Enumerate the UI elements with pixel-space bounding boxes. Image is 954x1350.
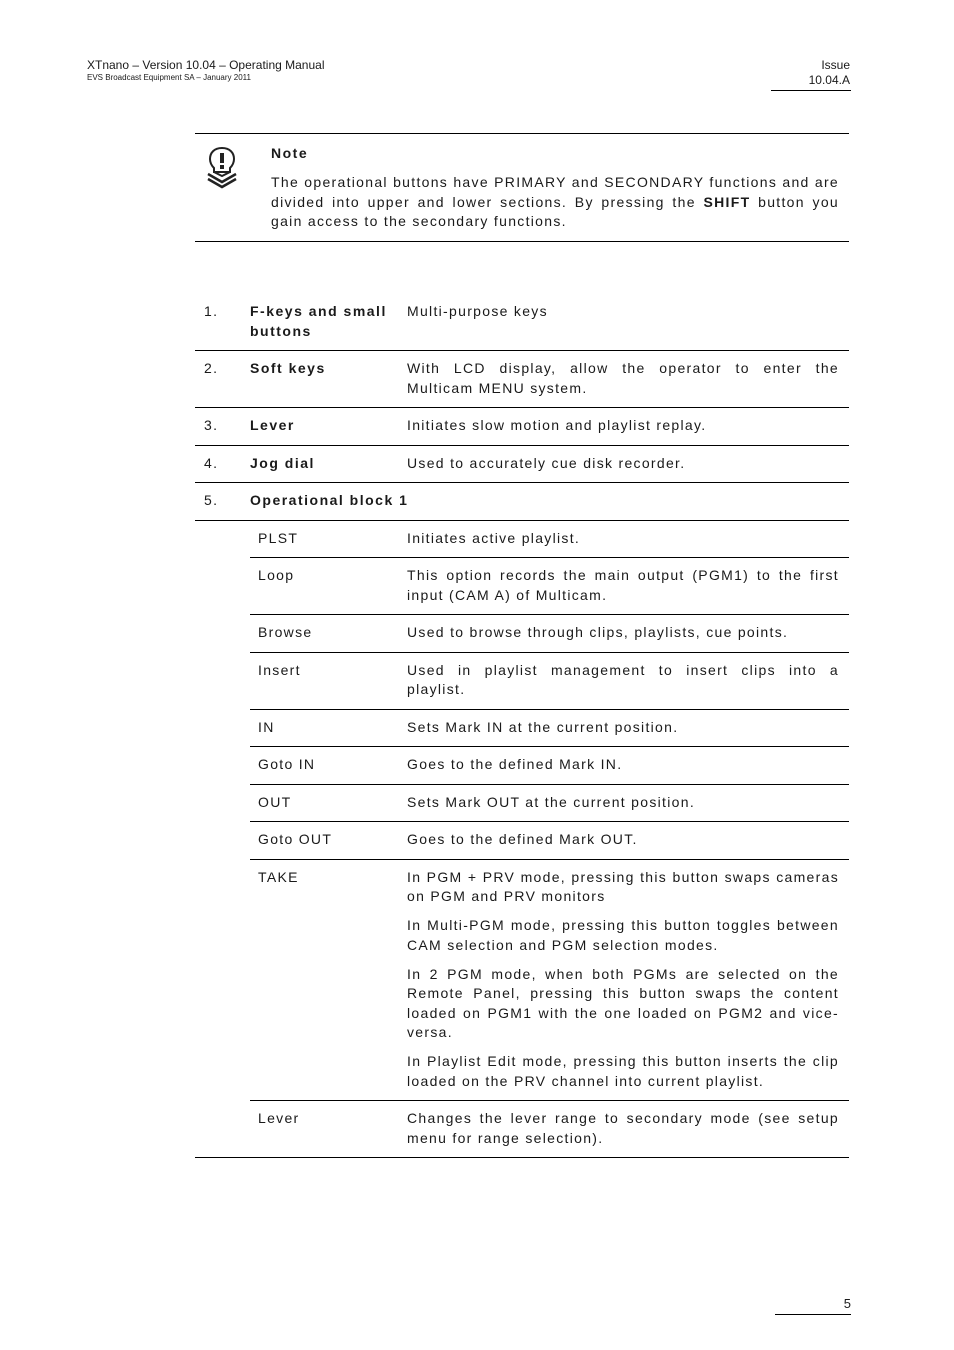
row-term: Lever (250, 408, 407, 446)
table-row (195, 483, 849, 521)
button-name: Browse (250, 615, 407, 653)
button-name: IN (250, 709, 407, 747)
button-description: Initiates active playlist. (407, 520, 849, 558)
button-name: Loop (250, 558, 407, 615)
button-name: Lever (250, 1101, 407, 1158)
issue-label: Issue (821, 58, 850, 72)
button-name: OUT (250, 784, 407, 822)
table-subrow (195, 859, 849, 1101)
table-subrow (195, 784, 849, 822)
button-name: TAKE (250, 859, 407, 1101)
issue-block (770, 58, 850, 88)
issue-version: 10.04.A (808, 73, 850, 87)
table-row (195, 294, 849, 351)
take-mode-description: In PGM + PRV mode, pressing this button swaps cameras on PGM and PRV monitors (407, 868, 839, 904)
row-term: F-keys and small buttons (250, 294, 407, 351)
button-description: Changes the lever range to secondary mode (see setup menu for range selection). (407, 1101, 849, 1158)
row-description: Initiates slow motion and playlist replay. (407, 408, 849, 446)
document-title: XTnano – Version 10.04 – Operating Manual (87, 58, 325, 72)
row-term: Soft keys (250, 351, 407, 408)
take-mode-description: In Multi-PGM mode, pressing this button toggles between CAM selection and PGM selection modes. (407, 917, 839, 953)
warning-hand-icon (205, 146, 239, 190)
row-number: 3. (195, 408, 250, 446)
button-description: Sets Mark OUT at the current position. (407, 784, 849, 822)
table-row (195, 408, 849, 446)
row-number: 4. (195, 445, 250, 483)
table-subrow (195, 520, 849, 558)
footer-rule (775, 1314, 851, 1315)
note-title: Note (271, 145, 309, 161)
row-description: With LCD display, allow the operator to enter the Multicam MENU system. (407, 351, 849, 408)
button-description (407, 859, 849, 1101)
table-row (195, 445, 849, 483)
take-mode-description: In Playlist Edit mode, pressing this button inserts the clip loaded on the PRV channel into current playlist. (407, 1053, 839, 1089)
button-name: PLST (250, 520, 407, 558)
section-heading: Operational block 1 (250, 483, 849, 521)
buttons-table (195, 294, 849, 1158)
table-row (195, 351, 849, 408)
button-description: Used to browse through clips, playlists, cue points. (407, 615, 849, 653)
row-number: 5. (195, 483, 250, 521)
page-header (87, 58, 325, 83)
table-subrow (195, 709, 849, 747)
header-rule (771, 90, 851, 91)
button-description: Goes to the defined Mark OUT. (407, 822, 849, 860)
row-description: Used to accurately cue disk recorder. (407, 445, 849, 483)
table-subrow (195, 558, 849, 615)
row-number: 2. (195, 351, 250, 408)
button-description: Used in playlist management to insert clips into a playlist. (407, 652, 849, 709)
table-subrow (195, 1101, 849, 1158)
table-subrow (195, 615, 849, 653)
note-box (195, 133, 849, 242)
take-mode-description: In 2 PGM mode, when both PGMs are selected on the Remote Panel, pressing this button swaps the content loaded on PGM1 with the one loaded on PGM2 and vice-versa. (407, 965, 839, 1040)
button-description: This option records the main output (PGM1) to the first input (CAM A) of Multicam. (407, 558, 849, 615)
note-text: The operational buttons have PRIMARY and SECONDARY functions and are divided into upper and lower sections. By pressing the SHIFT button you gain access to the secondary functions. (271, 174, 840, 229)
button-description: Goes to the defined Mark IN. (407, 747, 849, 785)
button-name: Insert (250, 652, 407, 709)
shift-keyword: SHIFT (703, 193, 751, 210)
row-description: Multi-purpose keys (407, 294, 849, 351)
document-publisher: EVS Broadcast Equipment SA – January 2011 (87, 73, 251, 82)
row-term: Jog dial (250, 445, 407, 483)
table-subrow (195, 822, 849, 860)
row-number: 1. (195, 294, 250, 351)
button-name: Goto IN (250, 747, 407, 785)
button-description: Sets Mark IN at the current position. (407, 709, 849, 747)
table-subrow (195, 652, 849, 709)
button-name: Goto OUT (250, 822, 407, 860)
table-subrow (195, 747, 849, 785)
page-number: 5 (843, 1296, 851, 1311)
